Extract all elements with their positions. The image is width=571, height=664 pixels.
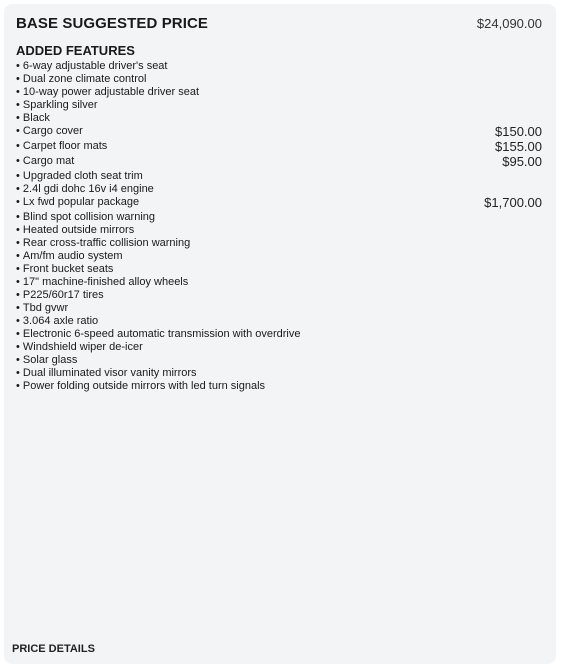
feature-label: • 6-way adjustable driver's seat [16, 60, 167, 73]
feature-label: • Rear cross-traffic collision warning [16, 237, 190, 250]
feature-list-item [16, 155, 542, 170]
price-details-heading: PRICE DETAILS [12, 643, 95, 655]
feature-label: • Cargo mat [16, 155, 74, 168]
feature-list-item [16, 315, 542, 328]
feature-label: • 17" machine-finished alloy wheels [16, 276, 188, 289]
base-price-row [16, 15, 542, 37]
feature-list-item [16, 60, 542, 73]
feature-list-item [16, 289, 542, 302]
feature-list [16, 60, 542, 393]
feature-label: • Lx fwd popular package [16, 196, 139, 209]
feature-list-item [16, 328, 542, 341]
feature-label: • 10-way power adjustable driver seat [16, 86, 199, 99]
feature-list-item [16, 125, 542, 140]
feature-label: • Carpet floor mats [16, 140, 107, 153]
feature-label: • Am/fm audio system [16, 250, 123, 263]
feature-label: • Upgraded cloth seat trim [16, 170, 143, 183]
feature-label: • Dual zone climate control [16, 73, 146, 86]
feature-list-item [16, 237, 542, 250]
feature-list-item [16, 263, 542, 276]
feature-label: • Solar glass [16, 354, 77, 367]
feature-label: • 2.4l gdi dohc 16v i4 engine [16, 183, 154, 196]
feature-label: • Windshield wiper de-icer [16, 341, 143, 354]
feature-label: • Power folding outside mirrors with led turn signals [16, 380, 265, 393]
feature-label: • Cargo cover [16, 125, 83, 138]
feature-list-item [16, 341, 542, 354]
feature-label: • Front bucket seats [16, 263, 113, 276]
feature-price: $150.00 [495, 124, 542, 139]
feature-list-item [16, 183, 542, 196]
feature-label: • Tbd gvwr [16, 302, 68, 315]
feature-label: • Heated outside mirrors [16, 224, 134, 237]
feature-list-item [16, 367, 542, 380]
feature-list-item [16, 380, 542, 393]
feature-list-item [16, 354, 542, 367]
feature-label: • P225/60r17 tires [16, 289, 104, 302]
feature-list-item [16, 196, 542, 211]
feature-price: $155.00 [495, 139, 542, 154]
feature-label: • Black [16, 112, 50, 125]
feature-price: $1,700.00 [484, 195, 542, 210]
feature-label: • Electronic 6-speed automatic transmission with overdrive [16, 328, 300, 341]
feature-list-item [16, 73, 542, 86]
feature-list-item [16, 140, 542, 155]
feature-label: • 3.064 axle ratio [16, 315, 98, 328]
feature-label: • Sparkling silver [16, 99, 98, 112]
base-price-title: BASE SUGGESTED PRICE [16, 15, 209, 32]
feature-list-item [16, 302, 542, 315]
feature-list-item [16, 99, 542, 112]
feature-price: $95.00 [502, 154, 542, 169]
feature-list-item [16, 211, 542, 224]
feature-list-item [16, 250, 542, 263]
feature-list-item [16, 112, 542, 125]
feature-label: • Blind spot collision warning [16, 211, 155, 224]
feature-list-item [16, 170, 542, 183]
feature-list-item [16, 224, 542, 237]
feature-label: • Dual illuminated visor vanity mirrors [16, 367, 197, 380]
feature-list-item [16, 276, 542, 289]
feature-list-item [16, 86, 542, 99]
base-price-value: $24,090.00 [476, 16, 542, 31]
price-summary-panel [4, 4, 556, 664]
added-features-heading: ADDED FEATURES [16, 43, 135, 58]
